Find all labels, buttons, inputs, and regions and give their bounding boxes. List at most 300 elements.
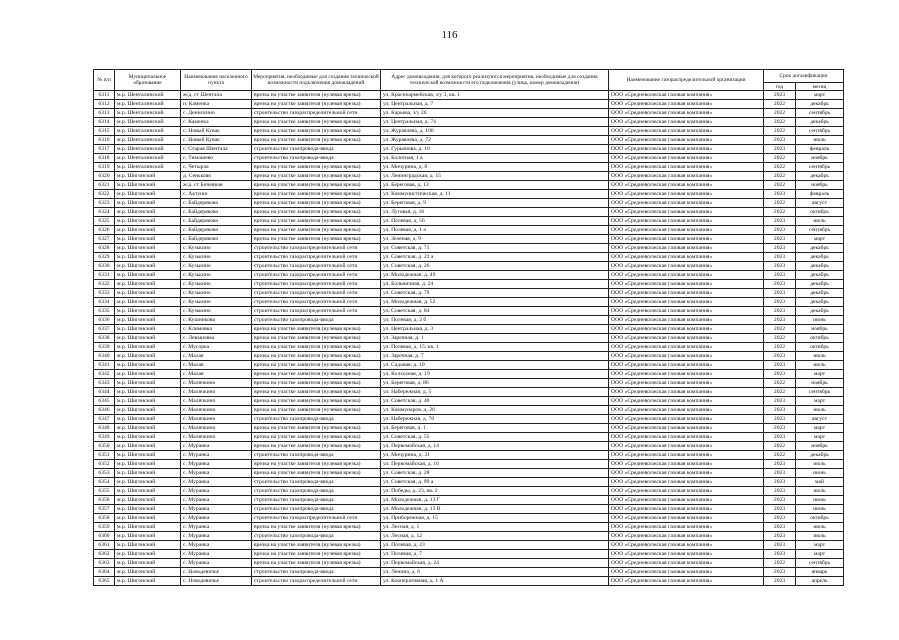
cell-month: июнь xyxy=(796,316,844,325)
cell-num: 6319 xyxy=(94,163,115,172)
cell-year: 2023 xyxy=(764,226,796,235)
cell-municipality: м.р. Шенталинский xyxy=(115,154,181,163)
cell-year: 2023 xyxy=(764,307,796,316)
cell-organization: ООО «Средневолжская газовая компания» xyxy=(609,208,764,217)
table-row xyxy=(94,190,844,199)
cell-measure: строительство газораспределительной сети xyxy=(252,253,381,262)
cell-month: июнь xyxy=(796,496,844,505)
cell-settlement: с. Малячкино xyxy=(181,379,252,388)
cell-settlement: с. Левашовка xyxy=(181,334,252,343)
cell-organization: ООО «Средневолжская газовая компания» xyxy=(609,577,764,586)
cell-municipality: м.р. Шигонский xyxy=(115,244,181,253)
cell-settlement: с. Каменка xyxy=(181,118,252,127)
cell-month: июль xyxy=(796,406,844,415)
cell-organization: ООО «Средневолжская газовая компания» xyxy=(609,343,764,352)
cell-municipality: м.р. Шигонский xyxy=(115,226,181,235)
cell-organization: ООО «Средневолжская газовая компания» xyxy=(609,181,764,190)
cell-measure: строительство газораспределительной сети xyxy=(252,280,381,289)
cell-municipality: м.р. Шенталинский xyxy=(115,118,181,127)
cell-num: 6343 xyxy=(94,379,115,388)
cell-settlement: с. Муранка xyxy=(181,532,252,541)
cell-address: ул. Коммунаров, д. 26 xyxy=(381,406,609,415)
cell-organization: ООО «Средневолжская газовая компания» xyxy=(609,118,764,127)
cell-organization: ООО «Средневолжская газовая компания» xyxy=(609,532,764,541)
cell-year: 2023 xyxy=(764,271,796,280)
cell-measure: врезка на участке заявителя (нулевая врезка) xyxy=(252,541,381,550)
cell-address: ул. Советская, д. 22 а xyxy=(381,253,609,262)
cell-measure: врезка на участке заявителя (нулевая врезка) xyxy=(252,352,381,361)
cell-municipality: м.р. Шигонский xyxy=(115,307,181,316)
table-row xyxy=(94,325,844,334)
table-row xyxy=(94,433,844,442)
cell-address: ул. Центральная, д. 74 xyxy=(381,118,609,127)
table-row xyxy=(94,469,844,478)
cell-year: 2023 xyxy=(764,298,796,307)
table-row xyxy=(94,577,844,586)
cell-organization: ООО «Средневолжская газовая компания» xyxy=(609,379,764,388)
cell-month: декабрь xyxy=(796,298,844,307)
cell-settlement: с. Новый Кувак xyxy=(181,136,252,145)
cell-municipality: м.р. Шигонский xyxy=(115,577,181,586)
cell-organization: ООО «Средневолжская газовая компания» xyxy=(609,352,764,361)
cell-measure: строительство газопровода-ввода xyxy=(252,496,381,505)
cell-year: 2022 xyxy=(764,181,796,190)
cell-settlement: с. Кузькино xyxy=(181,280,252,289)
header-deadline: Срок догазификации xyxy=(764,70,844,83)
cell-organization: ООО «Средневолжская газовая компания» xyxy=(609,235,764,244)
table-row xyxy=(94,226,844,235)
table-row xyxy=(94,307,844,316)
table-row xyxy=(94,217,844,226)
cell-num: 6342 xyxy=(94,370,115,379)
cell-settlement: д. Сеньково xyxy=(181,172,252,181)
cell-municipality: м.р. Шенталинский xyxy=(115,136,181,145)
cell-organization: ООО «Средневолжская газовая компания» xyxy=(609,190,764,199)
cell-settlement: с. Муранка xyxy=(181,487,252,496)
cell-month: декабрь xyxy=(796,451,844,460)
cell-municipality: м.р. Шигонский xyxy=(115,343,181,352)
cell-municipality: м.р. Шенталинский xyxy=(115,100,181,109)
cell-num: 6364 xyxy=(94,568,115,577)
cell-municipality: м.р. Шигонский xyxy=(115,325,181,334)
cell-measure: врезка на участке заявителя (нулевая врезка) xyxy=(252,172,381,181)
cell-municipality: м.р. Шигонский xyxy=(115,460,181,469)
cell-measure: врезка на участке заявителя (нулевая врезка) xyxy=(252,559,381,568)
cell-settlement: с. Кузькино xyxy=(181,262,252,271)
cell-num: 6351 xyxy=(94,451,115,460)
cell-address: ул. Полевая, д. 1 а xyxy=(381,226,609,235)
cell-measure: строительство газораспределительной сети xyxy=(252,514,381,523)
cell-measure: врезка на участке заявителя (нулевая врезка) xyxy=(252,334,381,343)
cell-address: ул. Журавлева, д. 100 xyxy=(381,127,609,136)
cell-municipality: м.р. Шигонский xyxy=(115,451,181,460)
cell-year: 2023 xyxy=(764,469,796,478)
table-row xyxy=(94,127,844,136)
cell-num: 6345 xyxy=(94,397,115,406)
cell-municipality: м.р. Шигонский xyxy=(115,235,181,244)
cell-num: 6352 xyxy=(94,460,115,469)
cell-municipality: м.р. Шигонский xyxy=(115,487,181,496)
cell-month: ноябрь xyxy=(796,379,844,388)
table-row xyxy=(94,460,844,469)
cell-num: 6329 xyxy=(94,253,115,262)
cell-month: август xyxy=(796,415,844,424)
cell-num: 6346 xyxy=(94,406,115,415)
table-row xyxy=(94,172,844,181)
table-row xyxy=(94,532,844,541)
cell-organization: ООО «Средневолжская газовая компания» xyxy=(609,487,764,496)
cell-settlement: с. Малячкино xyxy=(181,397,252,406)
cell-month: март xyxy=(796,397,844,406)
cell-measure: врезка на участке заявителя (нулевая врезка) xyxy=(252,235,381,244)
cell-month: июль xyxy=(796,361,844,370)
cell-organization: ООО «Средневолжская газовая компания» xyxy=(609,100,764,109)
cell-municipality: м.р. Шигонский xyxy=(115,550,181,559)
cell-organization: ООО «Средневолжская газовая компания» xyxy=(609,271,764,280)
cell-num: 6333 xyxy=(94,289,115,298)
cell-municipality: м.р. Шигонский xyxy=(115,334,181,343)
table-row xyxy=(94,181,844,190)
cell-municipality: м.р. Шигонский xyxy=(115,190,181,199)
cell-measure: строительство газораспределительной сети xyxy=(252,109,381,118)
cell-measure: строительство газораспределительной сети xyxy=(252,298,381,307)
cell-settlement: с. Тимошево xyxy=(181,154,252,163)
cell-address: ул. Первомайская, д. 14 xyxy=(381,442,609,451)
cell-num: 6313 xyxy=(94,109,115,118)
cell-num: 6311 xyxy=(94,91,115,100)
cell-settlement: с. Малячкино xyxy=(181,415,252,424)
cell-month: сентябрь xyxy=(796,226,844,235)
cell-address: ул. Советская, д. 40 xyxy=(381,397,609,406)
cell-municipality: м.р. Шигонский xyxy=(115,352,181,361)
cell-month: июль xyxy=(796,487,844,496)
table-row xyxy=(94,100,844,109)
cell-municipality: м.р. Шенталинский xyxy=(115,91,181,100)
cell-organization: ООО «Средневолжская газовая компания» xyxy=(609,406,764,415)
cell-settlement: с. Малячкино xyxy=(181,424,252,433)
cell-num: 6317 xyxy=(94,145,115,154)
cell-settlement: с. Новодевичье xyxy=(181,577,252,586)
cell-year: 2023 xyxy=(764,145,796,154)
cell-num: 6365 xyxy=(94,577,115,586)
cell-num: 6361 xyxy=(94,541,115,550)
cell-year: 2023 xyxy=(764,289,796,298)
cell-num: 6356 xyxy=(94,496,115,505)
cell-municipality: м.р. Шигонский xyxy=(115,541,181,550)
cell-num: 6334 xyxy=(94,298,115,307)
cell-municipality: м.р. Шигонский xyxy=(115,271,181,280)
cell-measure: врезка на участке заявителя (нулевая врезка) xyxy=(252,379,381,388)
cell-num: 6324 xyxy=(94,208,115,217)
cell-year: 2023 xyxy=(764,577,796,586)
cell-measure: врезка на участке заявителя (нулевая врезка) xyxy=(252,127,381,136)
cell-month: март xyxy=(796,370,844,379)
cell-address: ул. Береговая, д. 86 xyxy=(381,379,609,388)
cell-month: октябрь xyxy=(796,334,844,343)
cell-month: март xyxy=(796,433,844,442)
cell-settlement: с. Муранка xyxy=(181,478,252,487)
cell-year: 2023 xyxy=(764,514,796,523)
cell-num: 6331 xyxy=(94,271,115,280)
cell-municipality: м.р. Шенталинский xyxy=(115,127,181,136)
cell-municipality: м.р. Шигонский xyxy=(115,217,181,226)
table-row xyxy=(94,505,844,514)
table-row xyxy=(94,298,844,307)
cell-num: 6347 xyxy=(94,415,115,424)
cell-municipality: м.р. Шигонский xyxy=(115,514,181,523)
cell-year: 2022 xyxy=(764,325,796,334)
cell-organization: ООО «Средневолжская газовая компания» xyxy=(609,370,764,379)
cell-measure: строительство газопровода-ввода xyxy=(252,316,381,325)
cell-settlement: с. Байдеряково xyxy=(181,217,252,226)
cell-settlement: с. Четырла xyxy=(181,163,252,172)
cell-organization: ООО «Средневолжская газовая компания» xyxy=(609,145,764,154)
cell-settlement: с. Байдеряково xyxy=(181,226,252,235)
cell-year: 2023 xyxy=(764,370,796,379)
cell-num: 6340 xyxy=(94,352,115,361)
cell-year: 2023 xyxy=(764,316,796,325)
cell-measure: врезка на участке заявителя (нулевая врезка) xyxy=(252,199,381,208)
cell-settlement: с. Новый Кувак xyxy=(181,127,252,136)
cell-year: 2023 xyxy=(764,505,796,514)
cell-organization: ООО «Средневолжская газовая компания» xyxy=(609,433,764,442)
cell-year: 2022 xyxy=(764,109,796,118)
cell-address: ул. Молодежная, д. 13 Г xyxy=(381,496,609,505)
cell-organization: ООО «Средневолжская газовая компания» xyxy=(609,559,764,568)
cell-organization: ООО «Средневолжская газовая компания» xyxy=(609,523,764,532)
cell-settlement: п. Каменка xyxy=(181,100,252,109)
cell-address: ул. Набережная, д. 70 xyxy=(381,415,609,424)
cell-num: 6312 xyxy=(94,100,115,109)
cell-month: июнь xyxy=(796,469,844,478)
cell-month: июль xyxy=(796,217,844,226)
table-row xyxy=(94,145,844,154)
cell-municipality: м.р. Шигонский xyxy=(115,172,181,181)
cell-num: 6335 xyxy=(94,307,115,316)
cell-month: ноябрь xyxy=(796,325,844,334)
cell-month: март xyxy=(796,91,844,100)
cell-month: декабрь xyxy=(796,307,844,316)
cell-municipality: м.р. Шигонский xyxy=(115,379,181,388)
cell-num: 6328 xyxy=(94,244,115,253)
cell-measure: врезка на участке заявителя (нулевая врезка) xyxy=(252,433,381,442)
cell-municipality: м.р. Шигонский xyxy=(115,208,181,217)
cell-month: сентябрь xyxy=(796,388,844,397)
cell-settlement: с. Кузькино xyxy=(181,253,252,262)
table-row xyxy=(94,361,844,370)
cell-month: декабрь xyxy=(796,253,844,262)
cell-month: июль xyxy=(796,352,844,361)
cell-address: ул. Советская, д. 26 xyxy=(381,262,609,271)
cell-year: 2022 xyxy=(764,442,796,451)
cell-year: 2023 xyxy=(764,262,796,271)
cell-address: ул. Центральная, д. 3 xyxy=(381,325,609,334)
cell-address: ул. Луговая, д. 16 xyxy=(381,208,609,217)
cell-address: ул. Береговая, д. 9 xyxy=(381,199,609,208)
cell-settlement: с. Байдеряково xyxy=(181,208,252,217)
cell-settlement: с. Актуши xyxy=(181,190,252,199)
cell-month: декабрь xyxy=(796,289,844,298)
cell-measure: врезка на участке заявителя (нулевая врезка) xyxy=(252,361,381,370)
cell-measure: врезка на участке заявителя (нулевая врезка) xyxy=(252,136,381,145)
table-row xyxy=(94,136,844,145)
cell-settlement: с. Муранка xyxy=(181,505,252,514)
cell-measure: строительство газопровода-ввода xyxy=(252,505,381,514)
cell-address: ул. Победы, д. 23, кв. 2 xyxy=(381,487,609,496)
cell-address: ул. Приборежная, д. 15 xyxy=(381,514,609,523)
cell-organization: ООО «Средневолжская газовая компания» xyxy=(609,541,764,550)
table-row xyxy=(94,343,844,352)
cell-organization: ООО «Средневолжская газовая компания» xyxy=(609,550,764,559)
cell-settlement: с. Муранка xyxy=(181,442,252,451)
cell-month: февраль xyxy=(796,145,844,154)
cell-num: 6363 xyxy=(94,559,115,568)
cell-year: 2022 xyxy=(764,388,796,397)
cell-measure: врезка на участке заявителя (нулевая врезка) xyxy=(252,343,381,352)
cell-organization: ООО «Средневолжская газовая компания» xyxy=(609,163,764,172)
cell-month: декабрь xyxy=(796,100,844,109)
cell-month: май xyxy=(796,478,844,487)
cell-month: декабрь xyxy=(796,244,844,253)
cell-address: ул. Полевая, д. 2 б xyxy=(381,316,609,325)
cell-address: ул. Полевая, д. 15, кв. 1 xyxy=(381,343,609,352)
cell-measure: врезка на участке заявителя (нулевая врезка) xyxy=(252,325,381,334)
cell-month: ноябрь xyxy=(796,154,844,163)
cell-num: 6316 xyxy=(94,136,115,145)
cell-measure: врезка на участке заявителя (нулевая врезка) xyxy=(252,397,381,406)
cell-year: 2022 xyxy=(764,127,796,136)
cell-organization: ООО «Средневолжская газовая компания» xyxy=(609,325,764,334)
table-row xyxy=(94,568,844,577)
cell-address: ул. Ленинградская, д. 15 xyxy=(381,172,609,181)
cell-address: ул. Центральная, д. 7 xyxy=(381,100,609,109)
cell-settlement: с. Старая Шентала xyxy=(181,145,252,154)
cell-organization: ООО «Средневолжская газовая компания» xyxy=(609,568,764,577)
cell-year: 2023 xyxy=(764,532,796,541)
cell-measure: строительство газопровода-ввода xyxy=(252,145,381,154)
cell-municipality: м.р. Шигонский xyxy=(115,415,181,424)
cell-address: ул. Болотная, 1 а xyxy=(381,154,609,163)
cell-settlement: с. Муранка xyxy=(181,469,252,478)
table-row xyxy=(94,280,844,289)
cell-municipality: м.р. Шигонский xyxy=(115,316,181,325)
cell-year: 2022 xyxy=(764,208,796,217)
header-num: № п/п xyxy=(94,70,115,91)
cell-year: 2023 xyxy=(764,478,796,487)
cell-num: 6360 xyxy=(94,532,115,541)
table-row xyxy=(94,424,844,433)
cell-organization: ООО «Средневолжская газовая компания» xyxy=(609,469,764,478)
header-measures: Мероприятия, необходимые для создания технической возможности подключения домовладений xyxy=(252,70,381,91)
cell-address: ул. Береговая, д. 13 xyxy=(381,181,609,190)
cell-address: ул. Молодежная, д. 13 В xyxy=(381,505,609,514)
table-row xyxy=(94,253,844,262)
cell-month: июль xyxy=(796,523,844,532)
cell-year: 2023 xyxy=(764,280,796,289)
cell-settlement: с. Муранка xyxy=(181,496,252,505)
cell-year: 2023 xyxy=(764,136,796,145)
cell-address: ул. Колхозная, д. 19 xyxy=(381,370,609,379)
table-row xyxy=(94,154,844,163)
table-row xyxy=(94,559,844,568)
cell-year: 2023 xyxy=(764,433,796,442)
cell-settlement: с. Малячкино xyxy=(181,433,252,442)
cell-month: март xyxy=(796,424,844,433)
cell-organization: ООО «Средневолжская газовая компания» xyxy=(609,109,764,118)
cell-address: ул. Советская, д. 55 xyxy=(381,433,609,442)
cell-month: декабрь xyxy=(796,280,844,289)
cell-year: 2023 xyxy=(764,397,796,406)
cell-num: 6326 xyxy=(94,226,115,235)
cell-settlement: с. Денискино xyxy=(181,109,252,118)
cell-year: 2023 xyxy=(764,352,796,361)
cell-num: 6350 xyxy=(94,442,115,451)
cell-settlement: с. Малячкино xyxy=(181,388,252,397)
cell-address: ул. Мичурина, д. 8 xyxy=(381,163,609,172)
cell-year: 2022 xyxy=(764,199,796,208)
cell-num: 6339 xyxy=(94,343,115,352)
cell-num: 6315 xyxy=(94,127,115,136)
cell-organization: ООО «Средневолжская газовая компания» xyxy=(609,280,764,289)
cell-organization: ООО «Средневолжская газовая компания» xyxy=(609,298,764,307)
cell-num: 6336 xyxy=(94,316,115,325)
cell-organization: ООО «Средневолжская газовая компания» xyxy=(609,451,764,460)
cell-organization: ООО «Средневолжская газовая компания» xyxy=(609,496,764,505)
cell-measure: врезка на участке заявителя (нулевая врезка) xyxy=(252,469,381,478)
cell-num: 6354 xyxy=(94,478,115,487)
cell-month: март xyxy=(796,541,844,550)
cell-measure: строительство газопровода-ввода xyxy=(252,415,381,424)
table-row xyxy=(94,388,844,397)
cell-month: июнь xyxy=(796,505,844,514)
page-number: 116 xyxy=(441,29,458,41)
cell-municipality: м.р. Шигонский xyxy=(115,424,181,433)
table-row xyxy=(94,496,844,505)
cell-num: 6344 xyxy=(94,388,115,397)
cell-measure: врезка на участке заявителя (нулевая врезка) xyxy=(252,460,381,469)
cell-address: ул. Мичурина, д. 31 xyxy=(381,451,609,460)
table-row xyxy=(94,370,844,379)
cell-year: 2023 xyxy=(764,244,796,253)
cell-address: ул. Советская, д. 28 xyxy=(381,469,609,478)
cell-municipality: м.р. Шенталинский xyxy=(115,163,181,172)
cell-num: 6341 xyxy=(94,361,115,370)
cell-year: 2023 xyxy=(764,91,796,100)
cell-month: декабрь xyxy=(796,172,844,181)
cell-municipality: м.р. Шигонский xyxy=(115,406,181,415)
cell-settlement: с. Муранка xyxy=(181,460,252,469)
cell-year: 2023 xyxy=(764,550,796,559)
table-row xyxy=(94,442,844,451)
cell-address: ул. Заречная, д. 1 xyxy=(381,334,609,343)
cell-settlement: с. Новодевичье xyxy=(181,568,252,577)
cell-address: ул. Ленина, д. 6 xyxy=(381,568,609,577)
cell-settlement: с. Климовка xyxy=(181,325,252,334)
cell-municipality: м.р. Шигонский xyxy=(115,442,181,451)
cell-municipality: м.р. Шигонский xyxy=(115,469,181,478)
cell-organization: ООО «Средневолжская газовая компания» xyxy=(609,199,764,208)
cell-month: сентябрь xyxy=(796,109,844,118)
cell-month: июль xyxy=(796,136,844,145)
table-row xyxy=(94,208,844,217)
cell-settlement: с. Байдеряково xyxy=(181,235,252,244)
cell-address: ул. Лесная, д. 1 xyxy=(381,523,609,532)
cell-measure: врезка на участке заявителя (нулевая врезка) xyxy=(252,442,381,451)
header-address: Адрес домовладения, для которого реализуются мероприятия, необходимые для создания технической возможности его подключения (улица, номер домовладения) xyxy=(381,70,609,91)
cell-year: 2022 xyxy=(764,379,796,388)
cell-municipality: м.р. Шигонский xyxy=(115,523,181,532)
cell-organization: ООО «Средневолжская газовая компания» xyxy=(609,442,764,451)
